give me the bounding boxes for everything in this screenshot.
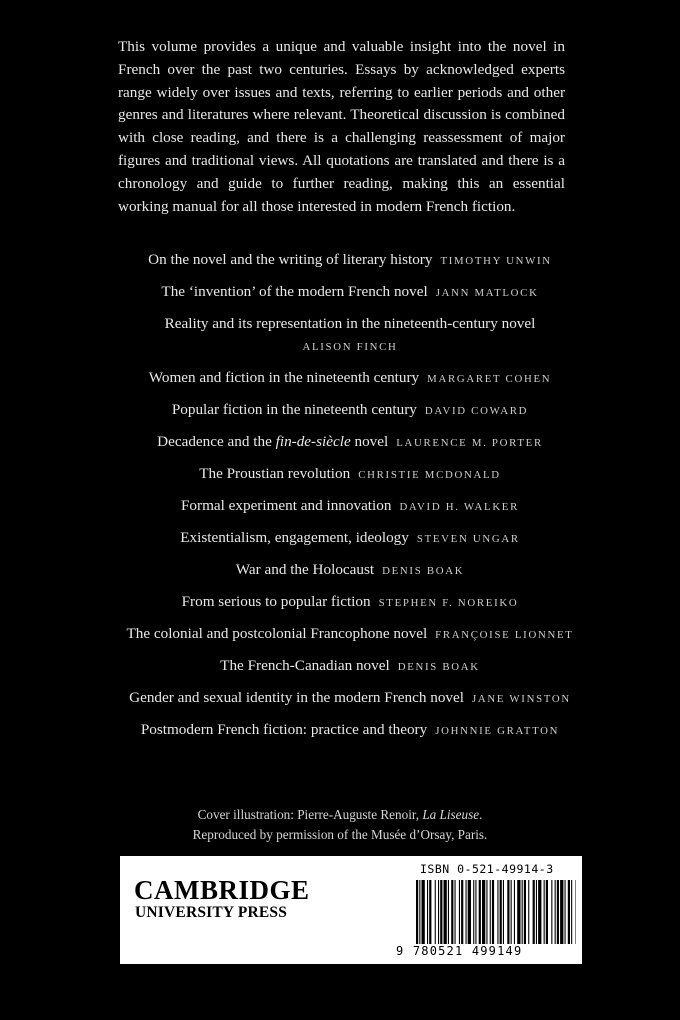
barcode-bar [427, 880, 428, 944]
chapter-title: Popular fiction in the nineteenth century [171, 401, 417, 418]
chapter-title: War and the Holocaust [235, 561, 375, 578]
barcode-bar [546, 880, 548, 944]
contents-item-4 [90, 368, 610, 389]
chapter-title: The colonial and postcolonial Francophone novel [126, 625, 428, 642]
chapter-author: LAURENCE M. PORTER [396, 437, 543, 449]
barcode-bar [568, 880, 570, 944]
chapter-title: Gender and sexual identity in the modern French novel [129, 689, 464, 706]
contents-item-15 [90, 720, 610, 741]
chapter-title-post: novel [350, 433, 389, 450]
barcode-bar [455, 880, 456, 944]
barcode-bar [479, 880, 481, 944]
contents-item-8 [90, 496, 610, 517]
chapter-author: DAVID H. WALKER [399, 501, 520, 513]
barcode-digits: 9 780521 499149 [396, 944, 523, 958]
barcode-bar [511, 880, 512, 944]
barcode-bar [448, 880, 449, 944]
chapter-author: TIMOTHY UNWIN [440, 255, 552, 267]
chapter-author: DAVID COWARD [424, 405, 529, 417]
barcode-bar [482, 880, 485, 944]
barcode-bar [459, 880, 460, 944]
barcode-bar [416, 880, 418, 944]
barcode-bar [507, 880, 509, 944]
barcode-bar [500, 880, 502, 944]
contents-item-14 [90, 688, 610, 709]
chapter-author: CHRISTIE MCDONALD [358, 469, 501, 481]
barcode-bar [461, 880, 463, 944]
barcode-bar [544, 880, 545, 944]
barcode-bar [555, 880, 556, 944]
contents-item-10 [90, 560, 610, 581]
barcode-bar [422, 880, 425, 944]
chapter-author: ALISON FINCH [302, 341, 398, 353]
barcode-bar [576, 880, 577, 944]
barcode-bar [565, 880, 566, 944]
barcode-bar [490, 880, 491, 944]
contents-item-5 [90, 400, 610, 421]
publisher-panel [120, 856, 582, 964]
contents-item-2 [90, 282, 610, 303]
credit-text: Cover illustration: Pierre-Auguste Renoir, [197, 807, 423, 822]
barcode-bar [451, 880, 453, 944]
chapter-title: On the novel and the writing of literary history [148, 251, 433, 268]
contents-item-13 [90, 656, 610, 677]
barcode-bar [551, 880, 552, 944]
chapter-author: JANN MATLOCK [435, 287, 539, 299]
chapter-author: DENIS BOAK [397, 661, 480, 673]
barcode-bar [468, 880, 471, 944]
barcode-bar [444, 880, 447, 944]
chapter-title-pre: Decadence and the [157, 433, 276, 450]
isbn-label: ISBN 0-521-49914-3 [420, 862, 554, 876]
contents-item-9 [90, 528, 610, 549]
cover-credit [0, 805, 680, 845]
barcode-bar [492, 880, 494, 944]
back-cover-blurb: This volume provides a unique and valuable insight into the novel in French over the past two centuries. Essays by acknowledged experts range widely over issues and texts, referring to earlier periods and other genres and literatures where relevant. Theoretical discussion is combined with close reading, and there is a challenging reassessment of major figures and traditional views. All quotations are translated and there is a chronology and guide to further reading, making this an essential working manual for all those interested in modern French fiction. [118, 38, 565, 215]
barcode-bar [435, 880, 436, 944]
credit-line-2: Reproduced by permission of the Musée d’Orsay, Paris. [192, 827, 488, 842]
barcode-icon [416, 880, 576, 944]
barcode-bar [419, 880, 420, 944]
chapter-author: FRANÇOISE LIONNET [435, 629, 574, 641]
chapter-author: STEPHEN F. NOREIKO [378, 597, 519, 609]
barcode-bar [538, 880, 541, 944]
barcode-bar [440, 880, 442, 944]
barcode-bar [429, 880, 431, 944]
chapter-title: The ‘invention’ of the modern French novel [161, 283, 428, 300]
contents-item-11 [90, 592, 610, 613]
chapter-title: Reality and its representation in the nineteenth-century novel [164, 315, 536, 332]
contents-item-7 [90, 464, 610, 485]
publisher-logo [134, 876, 310, 922]
chapter-title-italic: fin-de-siècle [275, 433, 351, 450]
barcode-bar [560, 880, 563, 944]
barcode-bar [533, 880, 535, 944]
contents-item-3 [90, 314, 610, 357]
chapter-title: The French-Canadian novel [220, 657, 390, 674]
barcode-bar [536, 880, 537, 944]
barcode-bar [557, 880, 559, 944]
contents-item-12 [90, 624, 610, 645]
credit-line-1 [0, 805, 680, 825]
barcode-bar [514, 880, 515, 944]
chapter-author: JOHNNIE GRATTON [435, 725, 560, 737]
barcode-bar [473, 880, 474, 944]
barcode-bar [503, 880, 504, 944]
barcode-bar [497, 880, 498, 944]
barcode-bar [522, 880, 523, 944]
chapter-author: MARGARET COHEN [427, 373, 552, 385]
contents-item-6 [90, 432, 610, 453]
contents-list [90, 250, 610, 752]
credit-punct: . [479, 807, 483, 822]
chapter-author: DENIS BOAK [382, 565, 465, 577]
chapter-author: STEVEN UNGAR [416, 533, 520, 545]
chapter-title: The Proustian revolution [199, 465, 351, 482]
barcode-bar [486, 880, 487, 944]
credit-painting-title: La Liseuse [422, 807, 480, 822]
barcode-bar [438, 880, 439, 944]
contents-item-1 [90, 250, 610, 271]
chapter-author: JANE WINSTON [471, 693, 571, 705]
chapter-title: Formal experiment and innovation [180, 497, 392, 514]
barcode-bar [528, 880, 529, 944]
publisher-subname: UNIVERSITY PRESS [135, 904, 288, 921]
publisher-name: CAMBRIDGE [134, 875, 310, 905]
chapter-title: From serious to popular fiction [181, 593, 371, 610]
chapter-title: Women and fiction in the nineteenth century [148, 369, 420, 386]
barcode-bar [524, 880, 526, 944]
chapter-title: Postmodern French fiction: practice and theory [140, 721, 428, 738]
barcode-bar [466, 880, 467, 944]
barcode-bar [517, 880, 520, 944]
chapter-title: Existentialism, engagement, ideology [180, 529, 409, 546]
barcode-bar [571, 880, 572, 944]
barcode-bar [475, 880, 476, 944]
